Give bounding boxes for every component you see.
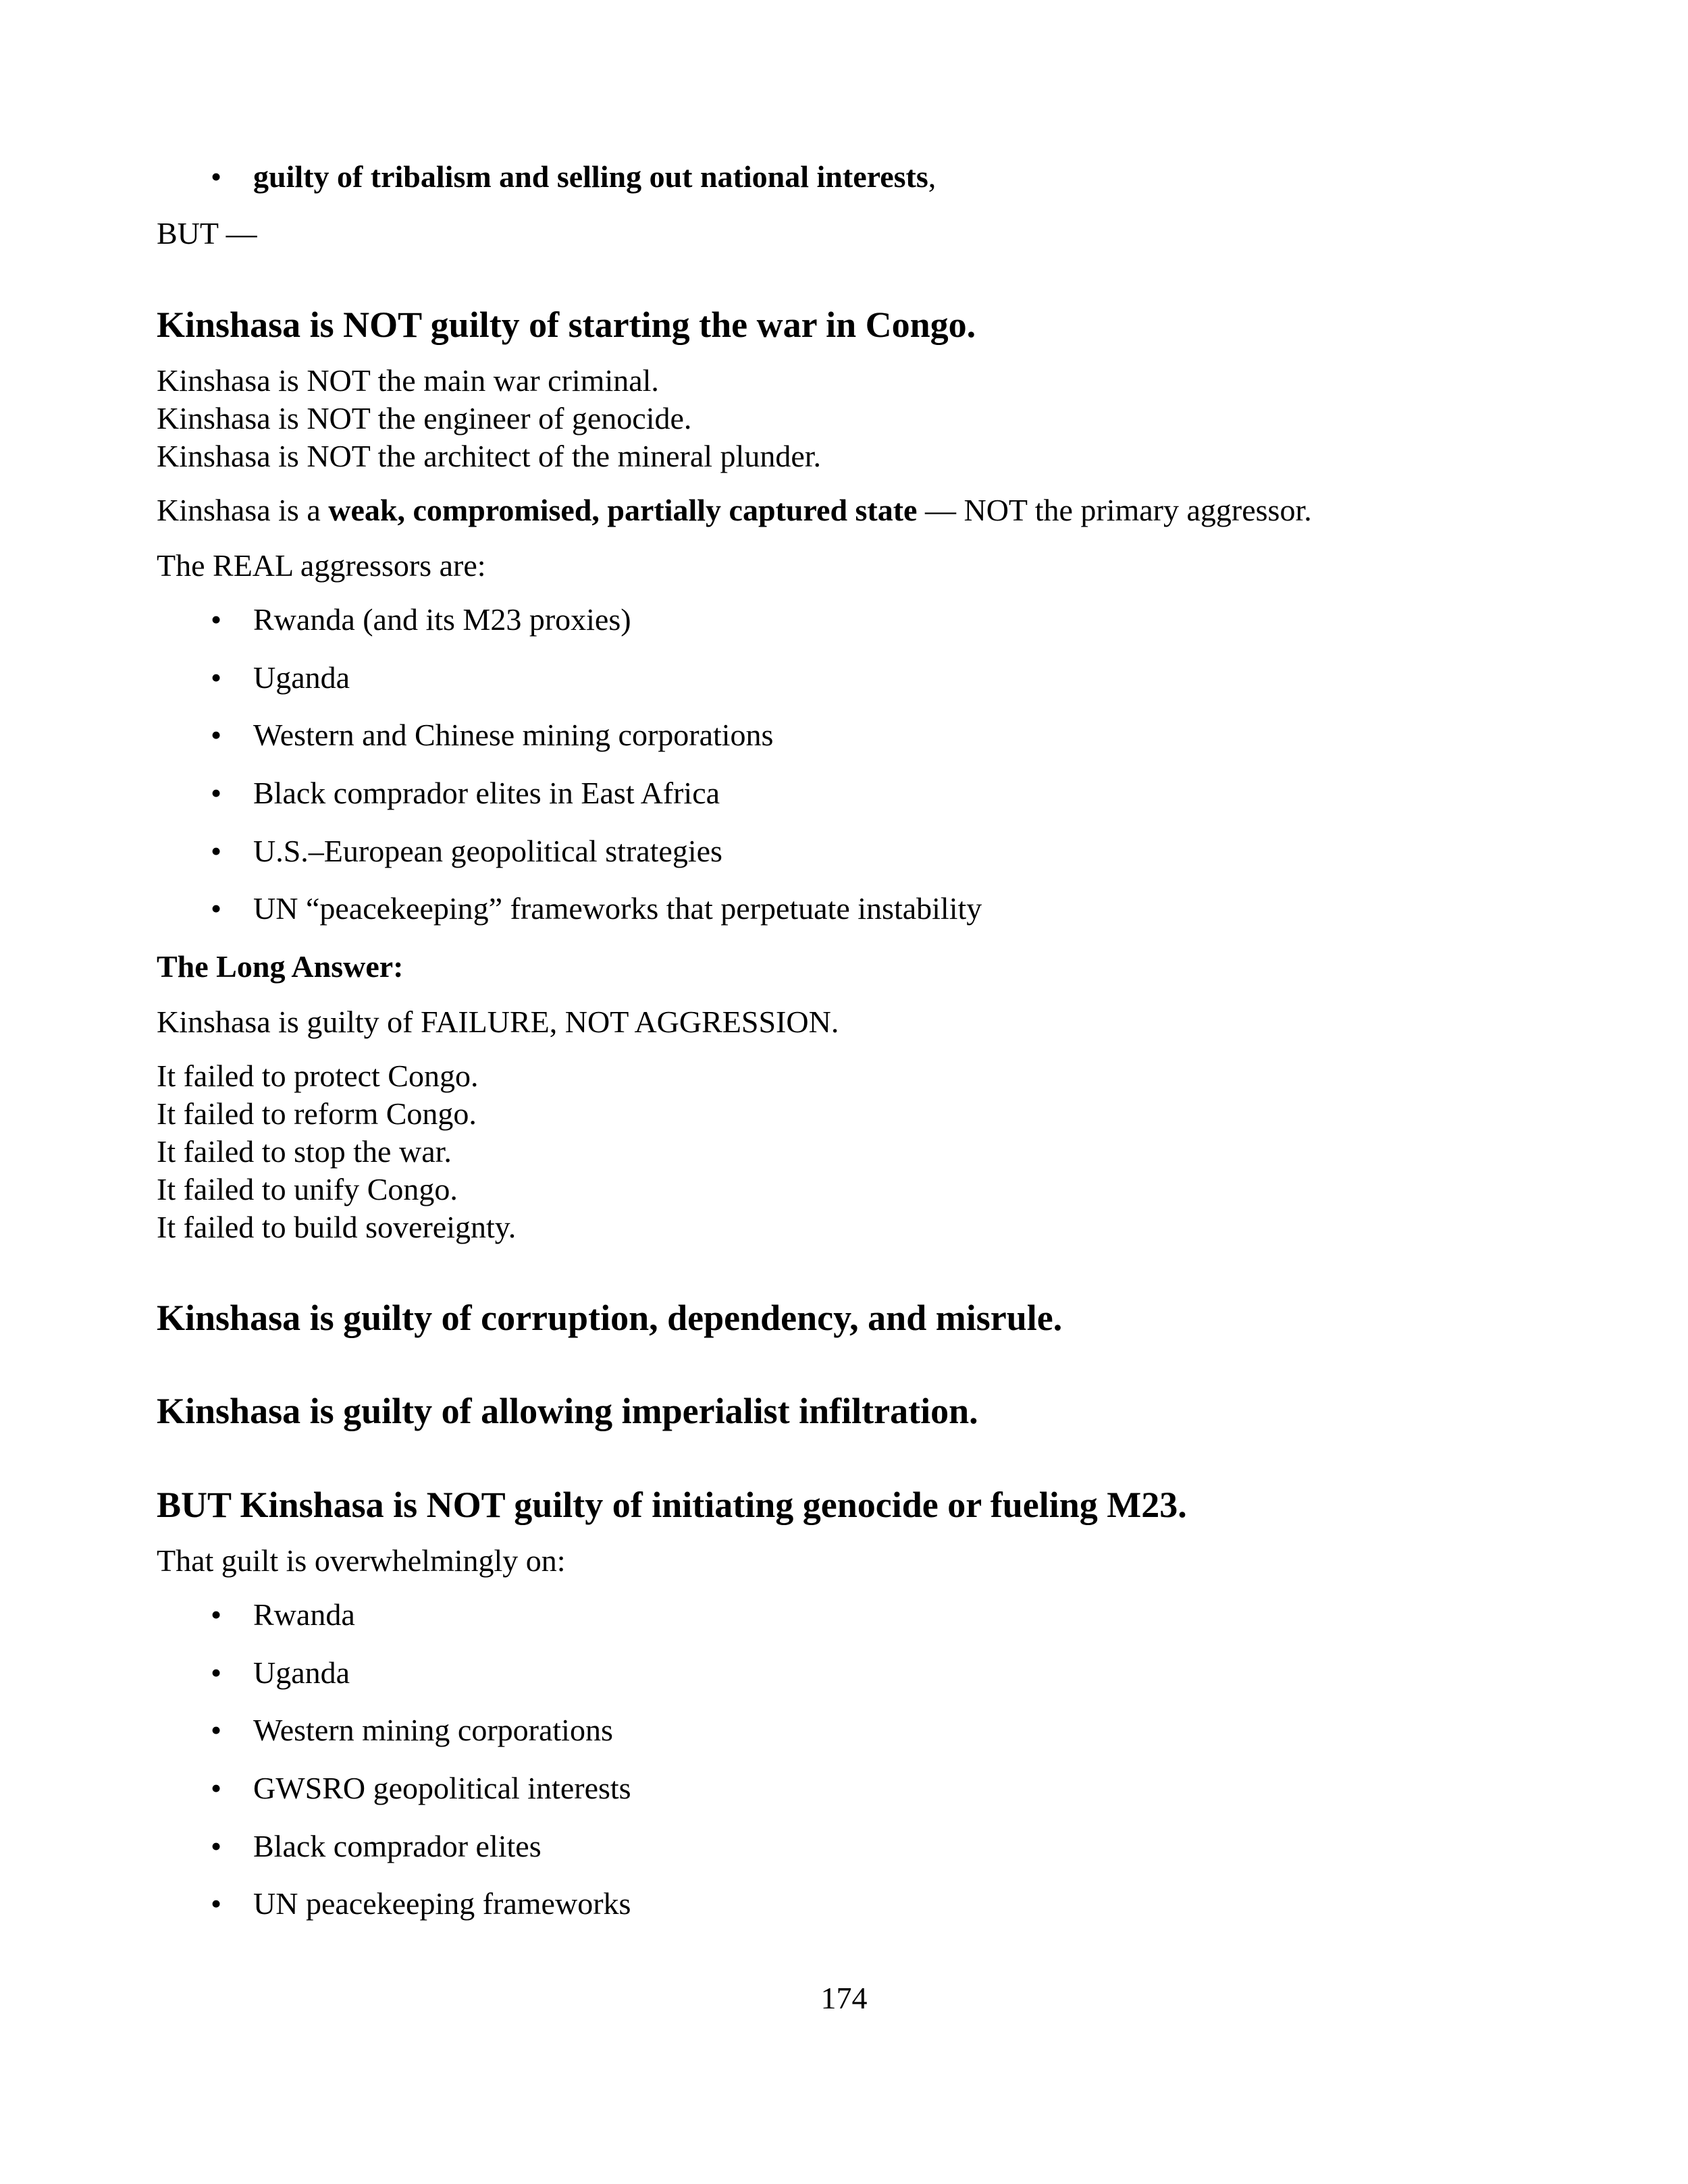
heading-corruption: Kinshasa is guilty of corruption, dependency, and misrule. [157, 1298, 1063, 1338]
but-line: BUT — [157, 216, 257, 250]
bullet-glyph: • [211, 718, 222, 752]
not-line: Kinshasa is NOT the engineer of genocide. [157, 401, 692, 435]
list-item-text: U.S.–European geopolitical strategies [253, 834, 722, 868]
bullet-glyph: • [211, 1771, 222, 1805]
list-item-text: UN “peacekeeping” frameworks that perpetuate instability [253, 891, 982, 926]
page-number: 174 [820, 1981, 868, 2015]
long-answer-label: The Long Answer: [157, 949, 404, 984]
intro-bullet-tail: , [928, 159, 937, 194]
bullet-glyph: • [211, 1597, 222, 1632]
list-item-text: Black comprador elites in East Africa [253, 776, 720, 810]
weak-state-prefix: Kinshasa is a [157, 493, 329, 527]
list-item-text: Uganda [253, 660, 350, 695]
list-item-text: Rwanda [253, 1597, 355, 1632]
list-item-text: UN peacekeeping frameworks [253, 1886, 631, 1921]
intro-bullet-bold: guilty of tribalism and selling out national interests [253, 159, 928, 194]
bullet-glyph: • [211, 159, 222, 194]
list-item-text: Black comprador elites [253, 1829, 542, 1863]
list-item-text: Rwanda (and its M23 proxies) [253, 602, 631, 637]
bullet-glyph: • [211, 1829, 222, 1863]
failed-line: It failed to protect Congo. [157, 1059, 479, 1093]
failure-line: Kinshasa is guilty of FAILURE, NOT AGGRESSION. [157, 1005, 839, 1039]
weak-state-suffix: — NOT the primary aggressor. [917, 493, 1312, 527]
bullet-glyph: • [211, 776, 222, 810]
guilt-intro: That guilt is overwhelmingly on: [157, 1543, 566, 1578]
failed-line: It failed to unify Congo. [157, 1172, 458, 1206]
bullet-glyph: • [211, 660, 222, 695]
bullet-glyph: • [211, 602, 222, 637]
heading-imperialist-infiltration: Kinshasa is guilty of allowing imperialist infiltration. [157, 1391, 978, 1431]
list-item-text: Western mining corporations [253, 1713, 613, 1747]
heading-not-guilty-genocide: BUT Kinshasa is NOT guilty of initiating genocide or fueling M23. [157, 1485, 1187, 1525]
list-item-text: Uganda [253, 1655, 350, 1690]
not-line: Kinshasa is NOT the architect of the mineral plunder. [157, 439, 822, 473]
bullet-glyph: • [211, 1655, 222, 1690]
list-item-text: GWSRO geopolitical interests [253, 1771, 631, 1805]
bullet-glyph: • [211, 834, 222, 868]
failed-line: It failed to reform Congo. [157, 1096, 477, 1131]
list-item-text: Western and Chinese mining corporations [253, 718, 774, 752]
real-aggressors-intro: The REAL aggressors are: [157, 548, 486, 583]
failed-line: It failed to build sovereignty. [157, 1210, 517, 1244]
failed-line: It failed to stop the war. [157, 1134, 452, 1169]
heading-not-guilty-starting-war: Kinshasa is NOT guilty of starting the war in Congo. [157, 304, 976, 345]
not-line: Kinshasa is NOT the main war criminal. [157, 363, 659, 398]
bullet-glyph: • [211, 1886, 222, 1921]
weak-state-bold: weak, compromised, partially captured state [328, 493, 918, 527]
bullet-glyph: • [211, 1713, 222, 1747]
weak-state-line [157, 491, 1312, 529]
bullet-glyph: • [211, 891, 222, 926]
